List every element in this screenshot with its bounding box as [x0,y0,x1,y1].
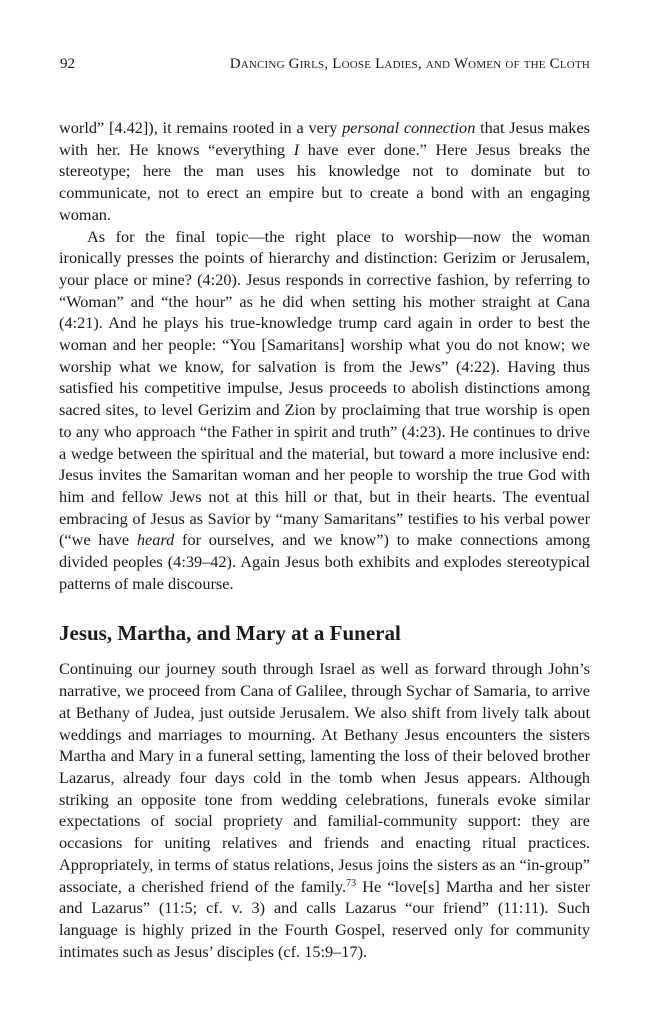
text-run: He “love[s] Martha and her sister and Lazarus” (11:5; cf. v. 3) and calls Lazarus “our friend” (11:11). Such language is highly prized in the Fourth Gospel, reserved only for community intimates such as Jesus’ disciples (cf. 15:9–17). [59,876,590,961]
body-text [59,117,590,962]
paragraph [59,226,590,595]
italic-text: I [293,139,300,159]
text-run: Continuing our journey south through Israel as well as forward through John’s narrative, we proceed from Cana of Galilee, through Sychar of Samaria, to arrive at Bethany of Judea, just outside Jerusalem. We also shift from lively talk about weddings and marriages to mourning. At Bethany Jesus encounters the sisters Martha and Mary in a funeral setting, lamenting the loss of their beloved brother Lazarus, already four days cold in the tomb when Jesus appears. Although striking an opposite tone from wedding celebrations, funerals evoke similar expectations of social propriety and familial-community support: they are occasions for uniting relatives and friends and enacting ritual practices. Appropriately, in terms of status relations, Jesus joins the sisters as an “in-group” associate, a cherished friend of the family. [59,659,590,896]
italic-text: personal connection [342,118,476,137]
section-heading: Jesus, Martha, and Mary at a Funeral [59,621,401,646]
footnote-marker[interactable]: 73 [346,877,357,889]
running-head [60,52,590,76]
running-title: Dancing Girls, Loose Ladies, and Women of the Cloth [229,56,590,72]
text-run: for ourselves, and we know”) to make connections among divided peoples (4:39–42). Again Jesus both exhibits and explodes stereotypical patterns of male discourse. [59,530,590,593]
paragraph [59,117,590,226]
text-run: world” [4.42]), it remains rooted in a very [59,118,343,137]
paragraph [59,658,590,962]
text-run: As for the final topic—the right place to worship—now the woman ironically presses the points of hierarchy and distinction: Gerizim or Jerusalem, your place or mine? (4:20). Jesus responds in corrective fashion, by referring to “Woman” and “the hour” as he did when setting his mother straight at Cana (4:21). And he plays his true-knowledge trump card again in order to best the woman and her people: “You [Samaritans] worship what you do not know; we worship what we know, for salvation is from the Jews” (4:22). Having thus satisfied his competitive impulse, Jesus proceeds to abolish distinctions among sacred sites, to level Gerizim and Zion by proclaiming that true worship is open to any who approach “the Father in spirit and truth” (4:23). He continues to drive a wedge between the spiritual and the material, but toward a more inclusive end: Jesus invites the Samaritan woman and her people to worship the true God with him and fellow Jews not at this hill or that, but in their hearts. The eventual embracing of Jesus as Savior by “many Samaritans” testifies to his verbal power (“we have [59,226,590,550]
text-run: have ever done.” Here Jesus breaks the stereotype; here the man uses his knowledge not to dominate but to communicate, not to erect an empire but to create a bond with an engaging woman. [59,139,590,224]
text-run: that Jesus makes with her. He knows “everything [59,118,591,159]
italic-text: heard [136,530,175,550]
page-number: 92 [60,56,75,72]
